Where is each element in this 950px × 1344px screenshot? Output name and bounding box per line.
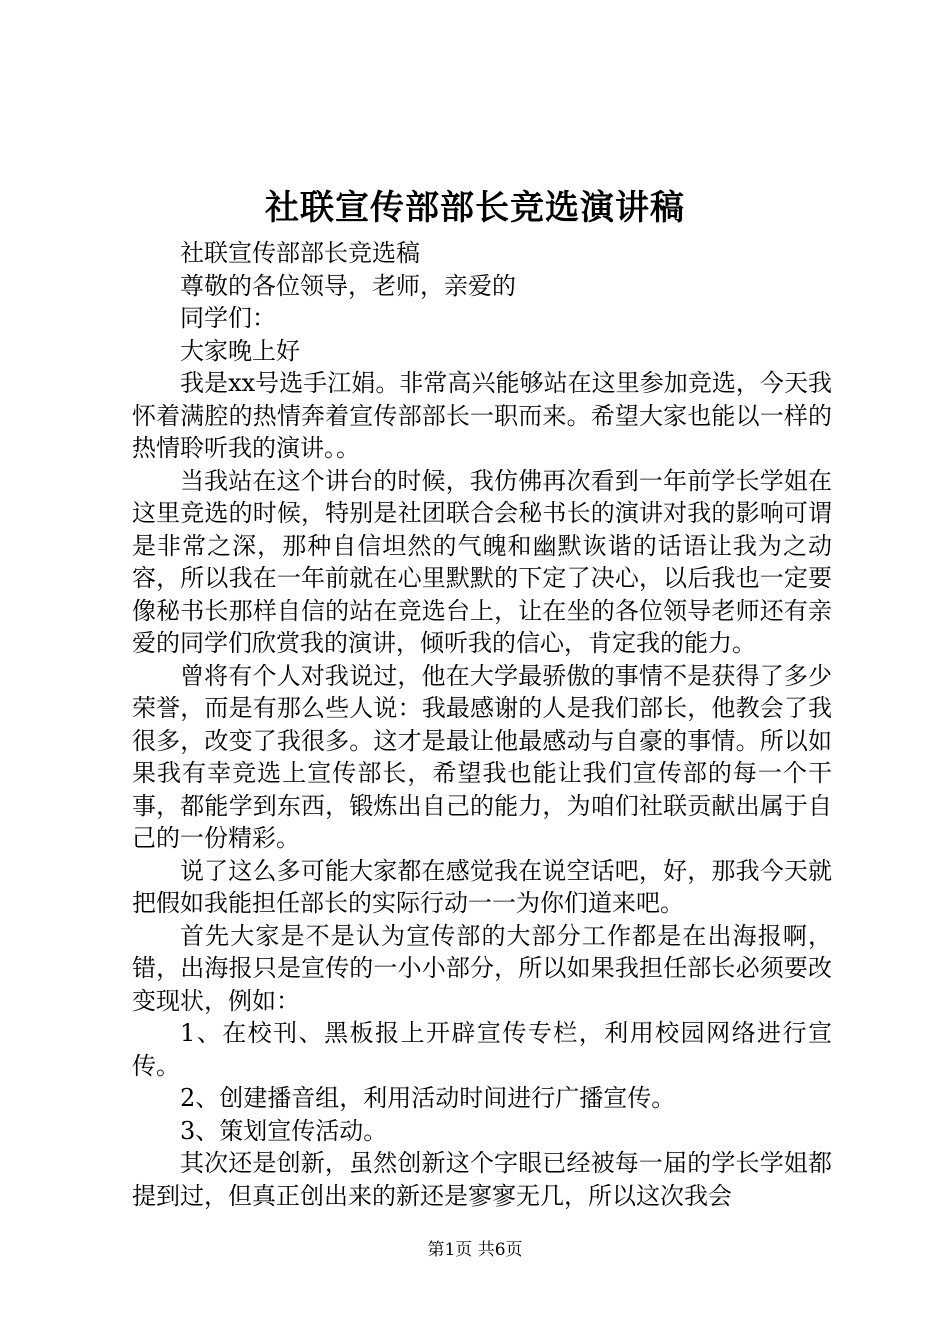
- paragraph: 尊敬的各位领导，老师，亲爱的: [180, 271, 516, 300]
- paragraph: 当我站在这个讲台的时候，我仿佛再次看到一年前学长学姐在这里竞选的时候，特别是社团联合会秘书长的演讲对我的影响可谓是非常之深，那种自信坦然的气魄和幽默诙谐的话语让我为之动容，所以我在一年前就在心里默默的下定了决心，以后我也一定要像秘书长那样自信的站在竞选台上，让在坐的各位领导老师还有亲爱的同学们欣赏我的演讲，倾听我的信心，肯定我的能力。: [132, 466, 832, 657]
- paragraph: 首先大家是不是认为宣传部的大部分工作都是在出海报啊，错，出海报只是宣传的一小小部分，所以如果我担任部长必须要改变现状，例如：: [132, 921, 832, 1015]
- paragraph: 社联宣传部部长竞选稿: [180, 239, 420, 267]
- list-item: 3、策划宣传活动。: [180, 1116, 388, 1145]
- paragraph: 同学们：: [180, 304, 276, 332]
- document-body: [132, 237, 832, 1212]
- list-item: 2、创建播音组，利用活动时间进行广播宣传。: [180, 1084, 676, 1112]
- paragraph: 其次还是创新，虽然创新这个字眼已经被每一届的学长学姐都提到过，但真正创出来的新还是寥寥无几，所以这次我会: [132, 1149, 832, 1210]
- list-item: 1、在校刊、黑板报上开辟宣传专栏，利用校园网络进行宣传。: [132, 1019, 832, 1080]
- paragraph: 曾将有个人对我说过，他在大学最骄傲的事情不是获得了多少荣誉，而是有那么些人说：我最感谢的人是我们部长，他教会了我很多，改变了我很多。这才是最让他最感动与自豪的事情。所以如果我有幸竞选上宣传部长，希望我也能让我们宣传部的每一个干事，都能学到东西，锻炼出自己的能力，为咱们社联贡献出属于自己的一份精彩。: [132, 661, 832, 852]
- paragraph: 说了这么多可能大家都在感觉我在说空话吧，好，那我今天就把假如我能担任部长的实际行动一一为你们道来吧。: [132, 856, 832, 917]
- paragraph: 大家晚上好: [180, 336, 300, 365]
- document-title: 社联宣传部部长竞选演讲稿: [265, 188, 685, 228]
- paragraph: 我是xx号选手江娟。非常高兴能够站在这里参加竞选，今天我怀着满腔的热情奔着宣传部部长一职而来。希望大家也能以一样的热情聆听我的演讲。。: [132, 369, 832, 462]
- page-footer: 第1页 共6页: [427, 1240, 523, 1260]
